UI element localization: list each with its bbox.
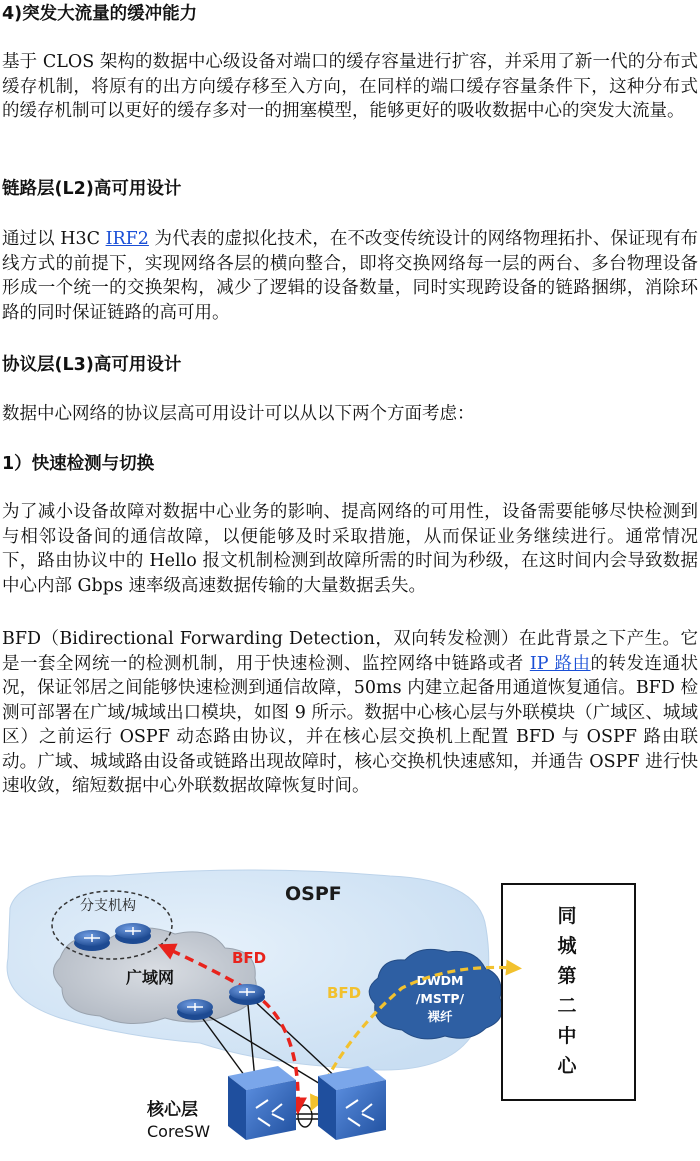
wan-label: 广域网 — [126, 968, 175, 987]
heading-fast-detection: 1）快速检测与切换 — [2, 454, 155, 474]
bfd-red-label: BFD — [232, 949, 267, 967]
wan-router-right — [229, 984, 265, 1005]
l2-text-before-link: 通过以 H3C — [2, 229, 106, 249]
center-char-4: 二 — [557, 995, 577, 1017]
bfd-deployment-figure — [0, 868, 700, 1158]
wan-router-left — [177, 999, 213, 1020]
core-switch-right — [318, 1066, 386, 1140]
heading-l2-availability: 链路层(L2)高可用设计 — [2, 179, 182, 199]
paragraph-fast-detection: 为了减小设备故障对数据中心业务的影响、提高网络的可用性，设备需要能够尽快检测到与相邻设备间的通信故障，以便能够及时采取措施，从而保证业务继续进行。通常情况下，路由协议中的 Hello 报文机制检测到故障所需的时间为秒级，在这时间内会导致数据中心内部 Gbps 速率级高速数据传输的大量数据丢失。 — [2, 502, 698, 596]
bfd-yellow-label: BFD — [327, 984, 362, 1002]
branch-router-2 — [115, 923, 151, 944]
center-char-2: 城 — [557, 935, 577, 957]
bfd-text-before-link: BFD（Bidirectional Forwarding Detection，双向转发检测）在此背景之下产生。它是一套全网统一的检测机制，用于快速检测、监控网络中链路或者 — [2, 629, 698, 674]
bfd-text-after-link: 的转发连通状况，保证邻居之间能够快速检测到通信故障，50ms 内建立起备用通道恢复通信。BFD 检测可部署在广域/城域出口模块，如图 9 所示。数据中心核心层与外联模块（广域区、城域区）之前运行 OSPF 动态路由协议，并在核心层交换机上配置 BFD 与 OSPF 路由联动。广域、城域路由设备或链路出现故障时，核心交换机快速感知，并通告 OSPF 进行快速收敛，缩短数据中心外联数据故障恢复时间。 — [2, 653, 699, 796]
paragraph-l2-availability — [2, 227, 698, 325]
branch-label: 分支机构 — [80, 898, 136, 914]
paragraph-l3-intro: 数据中心网络的协议层高可用设计可以从以下两个方面考虑： — [2, 404, 475, 424]
heading-burst-buffer: 4)突发大流量的缓冲能力 — [2, 4, 198, 24]
dwdm-label-line3: 裸纤 — [427, 1009, 453, 1024]
irf2-link[interactable]: IRF2 — [105, 229, 149, 249]
center-char-6: 心 — [557, 1055, 577, 1077]
dwdm-label-line1: DWDM — [416, 973, 464, 988]
center-char-5: 中 — [557, 1025, 577, 1047]
paragraph-bfd — [2, 627, 698, 799]
l2-text-after-link: 为代表的虚拟化技术，在不改变传统设计的网络物理拓扑、保证现有布线方式的前提下，实现网络各层的横向整合，即将交换网络每一层的两台、多台物理设备形成一个统一的交换架构，减少了逻辑的设备数量，同时实现跨设备的链路捆绑，消除环路的同时保证链路的高可用。 — [2, 229, 698, 323]
center-char-1: 同 — [557, 905, 577, 927]
core-layer-label: 核心层 — [147, 1100, 198, 1120]
core-switch-left — [228, 1066, 296, 1140]
ospf-label: OSPF — [285, 883, 342, 905]
branch-router-1 — [74, 930, 110, 951]
dwdm-label-line2: /MSTP/ — [415, 991, 465, 1006]
center-char-3: 第 — [557, 965, 577, 987]
ip-route-link[interactable]: IP 路由 — [529, 653, 591, 674]
coresw-label: CoreSW — [147, 1122, 211, 1141]
paragraph-burst-buffer: 基于 CLOS 架构的数据中心级设备对端口的缓存容量进行扩容，并采用了新一代的分布式缓存机制，将原有的出方向缓存移至入方向，在同样的端口缓存容量条件下，这种分布式的缓存机制可以更好的缓存多对一的拥塞模型，能够更好的吸收数据中心的突发大流量。 — [2, 52, 698, 121]
heading-l3-availability: 协议层(L3)高可用设计 — [2, 355, 182, 375]
